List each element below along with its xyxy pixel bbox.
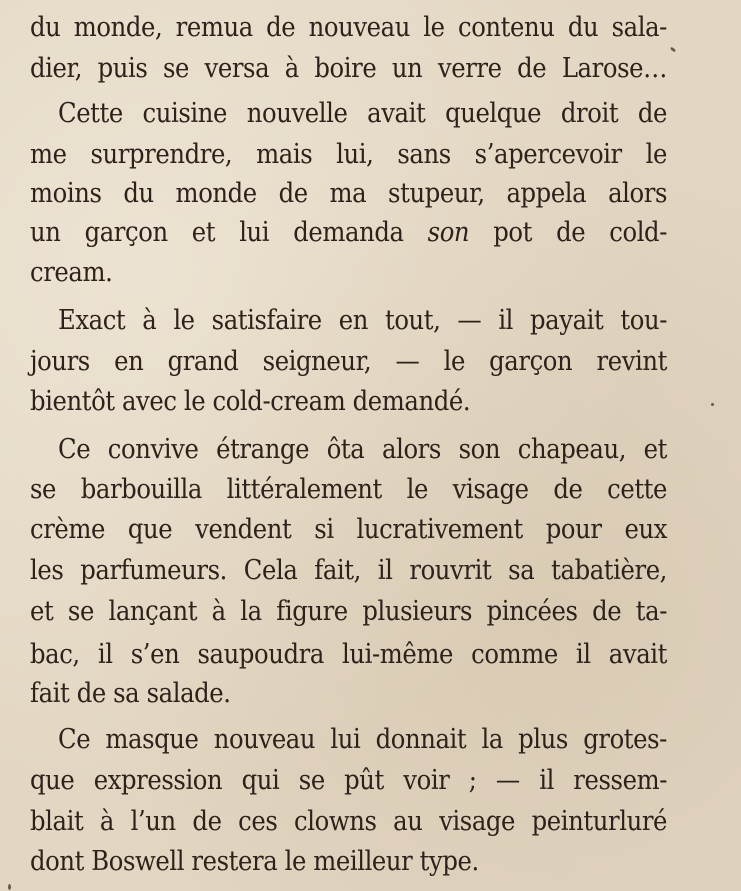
text-segment: pot de cold-	[469, 217, 667, 248]
paper-speck	[711, 403, 714, 406]
text-line: bientôt avec le cold-cream demandé.	[30, 386, 471, 417]
text-line: cream.	[30, 257, 113, 288]
text-line: fait de sa salade.	[30, 678, 231, 709]
text-line: Cette cuisine nouvelle avait quelque droit de	[58, 98, 667, 129]
text-line: Ce convive étrange ôta alors son chapeau, et	[58, 434, 667, 465]
paper-speck	[8, 884, 11, 890]
text-line: dier, puis se versa à boire un verre de Larose…	[30, 53, 667, 84]
text-line: du monde, remua de nouveau le contenu du sala-	[30, 12, 667, 43]
text-line: me surprendre, mais lui, sans s’apercevoir le	[30, 139, 667, 170]
text-segment: un garçon et lui demanda	[30, 217, 428, 248]
text-line: dont Boswell restera le meilleur type.	[30, 846, 479, 877]
text-line: moins du monde de ma stupeur, appela alors	[30, 178, 667, 209]
text-line: se barbouilla littéralement le visage de cette	[30, 474, 667, 505]
text-line: blait à l’un de ces clowns au visage peinturluré	[30, 806, 667, 837]
paper-speck	[670, 46, 677, 52]
text-line: bac, il s’en saupoudra lui-même comme il avait	[30, 639, 667, 670]
text-line	[30, 215, 667, 251]
text-line: que expression qui se pût voir ; — il ressem-	[30, 765, 667, 796]
text-line: Ce masque nouveau lui donnait la plus grotes-	[58, 724, 667, 755]
italic-word: son	[427, 217, 470, 248]
text-line: les parfumeurs. Cela fait, il rouvrit sa tabatière,	[30, 555, 667, 586]
text-line: et se lançant à la figure plusieurs pincées de ta-	[30, 596, 667, 627]
text-line: jours en grand seigneur, — le garçon revint	[30, 346, 667, 377]
text-line: crème que vendent si lucrativement pour eux	[30, 514, 667, 545]
text-line: Exact à le satisfaire en tout, — il payait tou-	[58, 305, 667, 336]
